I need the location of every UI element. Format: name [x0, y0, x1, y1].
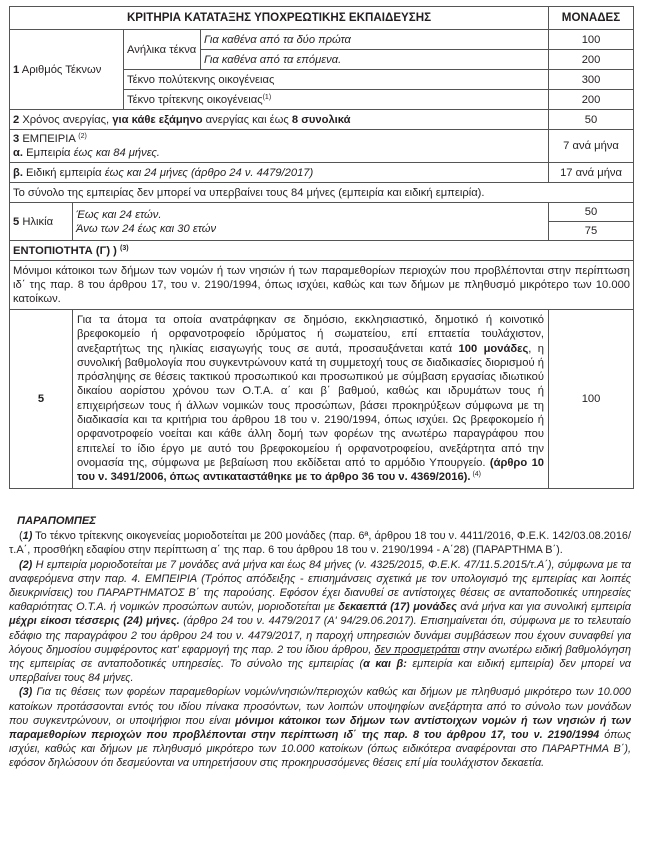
- points-value: 200: [549, 90, 634, 110]
- age-range: Άνω των 24 έως και 30 ετών: [76, 222, 217, 235]
- points-value: 7 ανά μήνα: [549, 130, 634, 163]
- footnote-text: όπως ισχύει, καθώς και δήμων με πληθυσμό μικρότερο των 10.000 κατοίκων (όπως ειδικότερα αναφέρονται στο ΠΑΡΑΡΤΗΜΑ Β΄), εφόσον δηλώσουν ότι δεσμεύονται να υπηρετήσουν στις προκηρυσσόμενες θέσεις επί μία τουλάχιστον δεκαετία.: [9, 729, 631, 770]
- section-title: ΕΝΤΟΠΙΟΤΗΤΑ (Γ) ): [13, 244, 120, 257]
- text-bold: 8 συνολικά: [291, 113, 351, 126]
- criterion-number: 2: [13, 113, 20, 126]
- locality-text: Μόνιμοι κάτοικοι των δήμων των νομών ή των νησιών ή των παραμεθορίων περιοχών που προβλέπονται στην περίπτωση ιδ΄ της παρ. 8 του άρθρου 17, του ν. 2190/1994, όπως ισχύει, καθώς και των δήμων με πληθυσμό μικρότερο των 10.000 κατοίκων.: [10, 261, 634, 310]
- criterion-label: Ηλικία: [19, 215, 54, 228]
- points-value: 50: [549, 203, 634, 222]
- table-header-row: [10, 7, 634, 30]
- item-label: α.: [13, 147, 23, 159]
- three-child-label: Τέκνο τρίτεκνης οικογένειας: [127, 93, 263, 106]
- footnote-text: Η εμπειρία μοριοδοτείται με 7 μονάδες ανά μήνα και έως 84 μήνες (ν. 4325/2015, Φ.Ε.Κ. 47/11.5.2015/τ.Α΄), σύμφωνα με τα αναφερόμενα στην παρ. 4. ΕΜΠΕΙΡΙΑ (Τρόπος απόδειξης - επισημάνσεις σχετικά με τον υπολογισμό της εμπειρίας και λοιπές διευκρινίσεις) του ΠΑΡΑΡΤΗΜΑΤΟΣ Β΄ της παρούσης. Εφόσον έχει διανυθεί σε αντίστοιχες θέσεις σε ανταποδοτικές υπηρεσίες καθαριότητας Ο.Τ.Α. ή νομικών προσώπων αυτών, μοριοδοτείται με: [9, 558, 631, 614]
- text: Χρόνος ανεργίας,: [19, 113, 113, 126]
- footnote-text: (άρθρο 24 του ν. 4479/2017 (Α' 94/29.06.2017). Επισημαίνεται ότι, σύμφωνα με το τελευταίο εδάφιο της παραγράφου 2 του άρθρου 24 του ν. 4479/2017, η παροχή υπηρεσιών δυνάμει συμβάσεων που έχουν συναφθεί για λόγους δημοσίου συμφέροντος κατ' εφαρμογή της παρ. 2 του ίδιου άρθρου,: [9, 615, 631, 656]
- experience-criterion: [10, 130, 549, 163]
- table-row: [10, 130, 634, 163]
- footnote-text: Το τέκνο τρίτεκνης οικογενείας μοριοδοτείται με 200 μονάδες (παρ. 6ª, άρθρου 18 του ν. 4411/2016, Φ.Ε.Κ. 142/03.08.2016/τ.Α΄, προσθήκη εδαφίου στην περίπτωση α΄ της παρ. 6 του άρθρου 18 του ν. 2190/1994 - Α΄28) (ΠΑΡΑΡΤΗΜΑ Β΄).: [9, 530, 631, 557]
- footnote-3: [9, 685, 631, 770]
- text: Εμπειρία: [23, 147, 74, 159]
- footnote-number: 1): [22, 530, 33, 543]
- table-row: [10, 241, 634, 261]
- text-bold: 100 μονάδες: [458, 342, 529, 355]
- first-two-children: Για καθένα από τα δύο πρώτα: [201, 30, 549, 50]
- criterion-number: 3: [13, 133, 20, 145]
- footnote-text: ανά μήνα και για συνολική εμπειρία: [456, 601, 631, 614]
- table-row: [10, 30, 634, 50]
- next-children: Για καθένα από τα επόμενα.: [201, 50, 549, 70]
- criterion-number: 5: [13, 215, 20, 228]
- special-experience: [10, 163, 549, 183]
- footnotes-title: ΠΑΡΑΠΟΜΠΕΣ: [17, 515, 96, 527]
- text: Για τα άτομα τα οποία ανατράφηκαν σε δημόσιο, εκκλησιαστικό, δημοτικό ή κοινοτικό βρεφοκομείο ή ορφανοτροφείο ιδρύματος ή σωματείου, επί επταετία τουλάχιστον, ανεξαρτήτως της ηλικίας εισαγωγής τους σε αυτά, προσαυξάνεται κατά: [77, 314, 545, 355]
- text-underlined: δεν προσμετράται: [374, 643, 460, 656]
- locality-title: [10, 241, 634, 261]
- text-bold: μέχρι είκοσι τέσσερις (24) μήνες.: [9, 615, 180, 628]
- criteria-table: [9, 6, 634, 489]
- criteria-document: [9, 6, 633, 489]
- text-bold: δεκαεπτά (17) μονάδες: [338, 601, 457, 614]
- experience-total-note: Το σύνολο της εμπειρίας δεν μπορεί να υπερβαίνει τους 84 μήνες (εμπειρία και ειδική εμπειρία).: [10, 183, 634, 203]
- footnote-text: στην ανωτέρω ειδική βαθμολόγηση της εμπειρίας σε ανταποδοτικές υπηρεσίες. Το σύνολο της εμπειρίας (: [9, 643, 631, 671]
- criterion-number: 1: [13, 63, 20, 76]
- footnote-ref: (1): [262, 93, 272, 101]
- criterion-label: Αριθμός Τέκνων: [21, 63, 102, 76]
- text-bold: α και β:: [363, 658, 407, 671]
- text-bold: μόνιμοι κάτοικοι των δήμων των αντίστοιχων νομών ή των νησιών ή των παραμεθορίων περιοχών που προβλέπονται στην περίπτωση ιδ΄ της παρ. 8 του άρθρου 17, του ν. 2190/1994: [9, 714, 631, 742]
- points-value: 75: [549, 222, 634, 241]
- footnote-text: Για τις θέσεις των φορέων παραμεθορίων νομών/νησιών/περιοχών καθώς και δήμων με πληθυσμό μικρότερο των 10.000 κατοίκων προτάσσονται εντός του ιδίου πίνακα προσόντων, των λοιπών υποψηφίων ανεξάρτητα από το σύνολο των μονάδων που συγκεντρώνουν, οι υποψήφιοι που είναι: [9, 686, 631, 727]
- footnote-1: [9, 529, 631, 557]
- points-value: 17 ανά μήνα: [549, 163, 634, 183]
- footnote-ref: (4): [470, 471, 482, 479]
- points-value: 300: [549, 70, 634, 90]
- table-row: [10, 163, 634, 183]
- points-value: 50: [549, 110, 634, 130]
- unemployment-criterion: [10, 110, 549, 130]
- orphanage-text: [73, 310, 549, 489]
- table-row: [10, 183, 634, 203]
- table-row: [10, 261, 634, 310]
- points-header: ΜΟΝΑΔΕΣ: [549, 7, 634, 30]
- minor-children-label: Ανήλικα τέκνα: [124, 30, 201, 70]
- footnote-ref: (2): [78, 133, 87, 140]
- text: , η συνολική βαθμολογία που συγκεντρώνουν κατά τη συμμετοχή τους σε διαδικασίες διορισμού ή πρόσληψης σε θέσεις τακτικού προσωπικού και προσωπικού με σύμβαση εργασίας ιδιωτικού δικαίου αορίστου χρόνου των Ο.Τ.Α. α΄ και β΄ βαθμού, καθώς και ιδρυμάτων τους ή επιχειρήσεων τους ή άλλων νομικών τους προσώπων, βάσει προκηρύξεων σύμφωνα με τη διαδικασία και τα κριτήρια του άρθρου 18 του ν. 2190/1994, όπως ισχύει. Ως βρεφοκομείο ή ορφανοτροφείο νοείται και κάθε άλλη δομή των φορέων της ανωτέρω παραγράφου που επιτελεί το ίδιο έργο με αυτό του βρεφοκομείου ή ορφανοτροφείου, ανεξάρτητα από την ονομασία της, σύμφωνα με βεβαίωση που εκδίδεται από το αρμόδιο Υπουργείο.: [77, 342, 545, 469]
- criteria-header: ΚΡΙΤΗΡΙΑ ΚΑΤΑΤΑΞΗΣ ΥΠΟΧΡΕΩΤΙΚΗΣ ΕΚΠΑΙΔΕΥΣΗΣ: [10, 7, 549, 30]
- criterion-number: 5: [10, 310, 73, 489]
- text: Ειδική εμπειρία: [22, 166, 105, 179]
- item-label: β.: [13, 166, 23, 179]
- three-child-family: [124, 90, 549, 110]
- points-value: 200: [549, 50, 634, 70]
- text-italic: έως και 24 μήνες (άρθρο 24 ν. 4479/2017): [104, 166, 314, 179]
- criterion-label: ΕΜΠΕΙΡΙΑ: [19, 133, 79, 145]
- footnotes: [9, 514, 631, 771]
- footnote-ref: (3): [120, 244, 129, 252]
- footnote-number: (3): [19, 686, 33, 699]
- points-value: 100: [549, 30, 634, 50]
- table-row: [10, 110, 634, 130]
- text-bold: (άρθρο 10 του ν. 3491/2006, όπως αντικαταστάθηκε με το άρθρο 36 του ν. 4369/2016).: [77, 456, 545, 484]
- footnote-2: [9, 558, 631, 686]
- text-bold: για κάθε εξάμηνο: [112, 113, 203, 126]
- age-criterion: [10, 203, 73, 241]
- table-row: [10, 310, 634, 489]
- children-criterion: [10, 30, 124, 110]
- text: ανεργίας και έως: [202, 113, 292, 126]
- footnote-text: εμπειρία και ειδική εμπειρία) δεν μπορεί να υπερβαίνει τους 84 μήνες.: [9, 658, 631, 685]
- points-value: 100: [549, 310, 634, 489]
- paren: (: [19, 530, 23, 543]
- text-italic: έως και 84 μήνες.: [73, 147, 160, 159]
- age-ranges: [73, 203, 549, 241]
- large-family-child: Τέκνο πολύτεκνης οικογένειας: [124, 70, 549, 90]
- footnote-number: (2): [19, 558, 33, 571]
- age-range: Έως και 24 ετών.: [76, 208, 162, 221]
- table-row: [10, 203, 634, 222]
